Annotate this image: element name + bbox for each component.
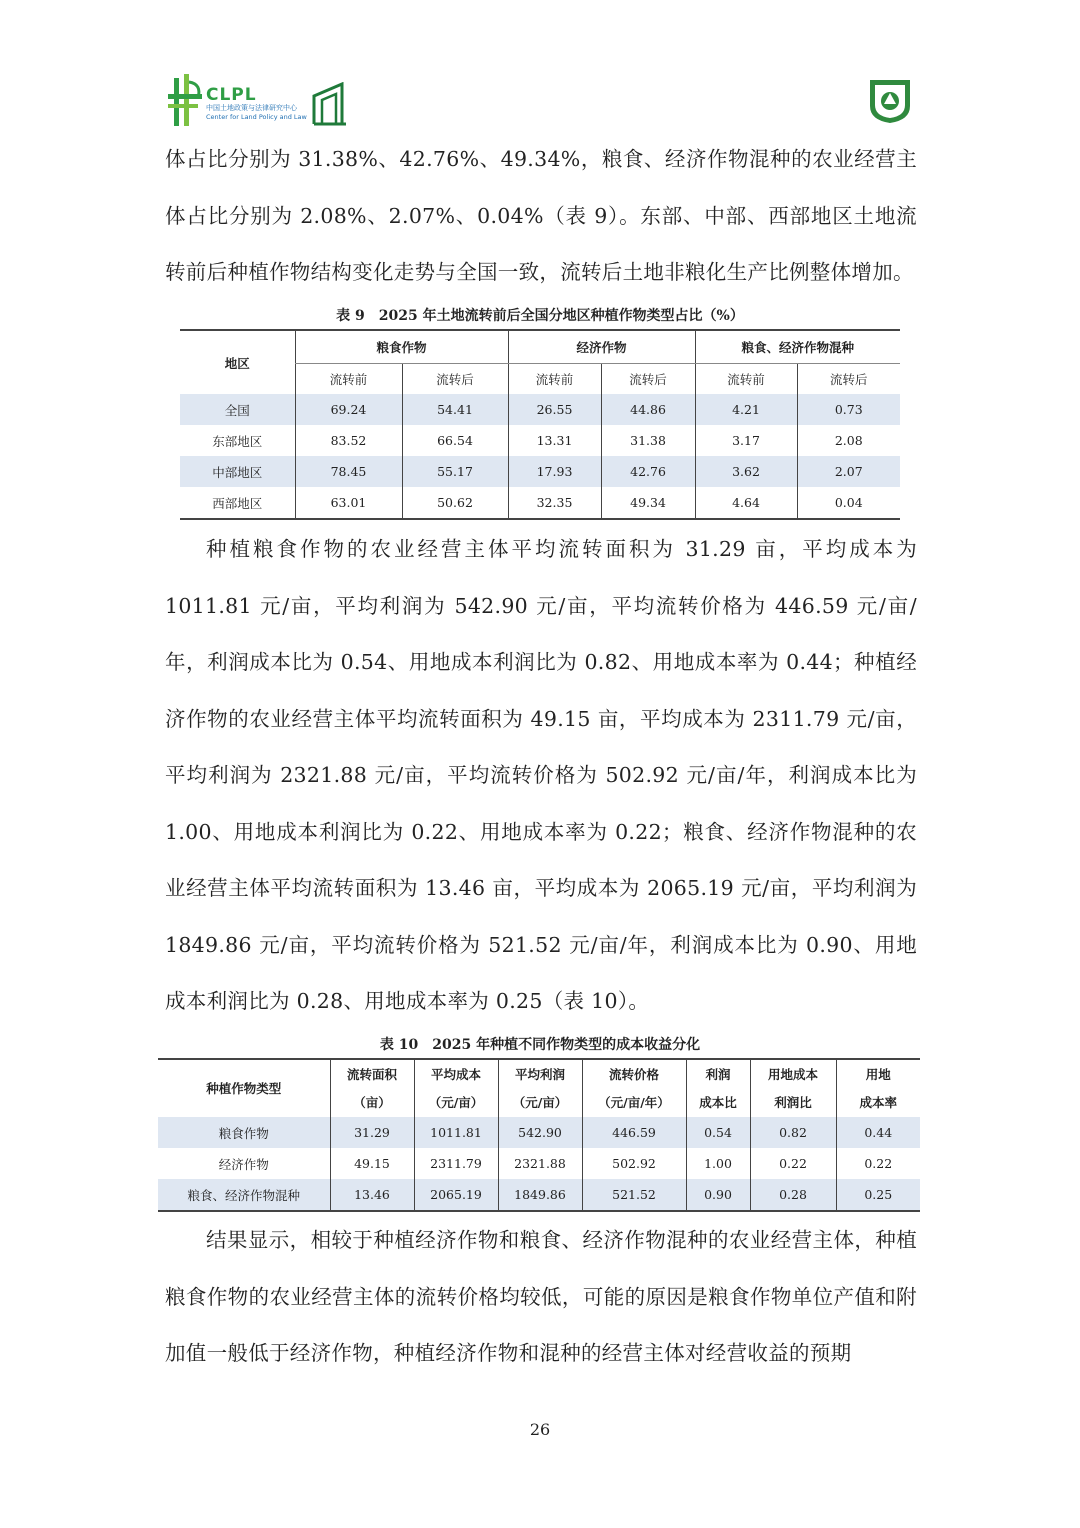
table-cell: 31.38 — [601, 425, 695, 456]
building-icon — [312, 82, 348, 126]
header-line: 用地成本 — [767, 1066, 818, 1082]
table-cell: 0.82 — [750, 1117, 836, 1148]
header-line: 成本比 — [699, 1094, 737, 1110]
table-cell: 1849.86 — [498, 1179, 582, 1211]
table-cell: 502.92 — [582, 1148, 686, 1179]
table-cell: 66.54 — [402, 425, 508, 456]
table-cell: 13.46 — [330, 1179, 414, 1211]
table-cell: 1.00 — [686, 1148, 750, 1179]
table-cell: 55.17 — [402, 456, 508, 487]
table-cell: 31.29 — [330, 1117, 414, 1148]
table-cell: 0.44 — [836, 1117, 920, 1148]
table-cell: 78.45 — [295, 456, 402, 487]
table9-group-header: 经济作物 — [508, 330, 695, 364]
table9-subheader: 流转后 — [797, 364, 900, 395]
table-row — [158, 1148, 920, 1179]
table-cell: 50.62 — [402, 487, 508, 519]
table-cell: 2.08 — [797, 425, 900, 456]
table9-subheader: 流转后 — [601, 364, 695, 395]
table-cell: 0.73 — [797, 394, 900, 425]
table-cell: 49.15 — [330, 1148, 414, 1179]
table10-header — [498, 1059, 582, 1117]
table9-subheader: 流转后 — [402, 364, 508, 395]
table-cell: 54.41 — [402, 394, 508, 425]
table-cell: 542.90 — [498, 1117, 582, 1148]
paragraph-2: 种植粮食作物的农业经营主体平均流转面积为 31.29 亩，平均成本为 1011.81 元/亩，平均利润为 542.90 元/亩，平均流转价格为 446.59 元/亩/年，利润成本比为 0.54、用地成本利润比为 0.82、用地成本率为 0.44；种植经济作物的农业经营主体平均流转面积为 49.15 亩，平均成本为 2311.79 元/亩，平均利润为 2321.88 元/亩，平均流转价格为 502.92 元/亩/年，利润成本比为 1.00、用地成本利润比为 0.22、用地成本率为 0.22；粮食、经济作物混种的农业经营主体平均流转面积为 13.46 亩，平均成本为 2065.19 元/亩，平均利润为 1849.86 元/亩，平均流转价格为 521.52 元/亩/年，利润成本比为 0.90、用地成本利润比为 0.28、用地成本率为 0.25（表 10）。 — [165, 537, 917, 1013]
table-cell: 粮食作物 — [218, 1125, 269, 1141]
paragraph-3: 结果显示，相较于种植经济作物和粮食、经济作物混种的农业经营主体，种植粮食作物的农业经营主体的流转价格均较低，可能的原因是粮食作物单位产值和附加值一般低于经济作物，种植经济作物和混种的经营主体对经营收益的预期 — [165, 1228, 917, 1365]
table-cell: 0.04 — [797, 487, 900, 519]
header-line: 平均利润 — [514, 1066, 565, 1082]
header-line: （元/亩/年） — [598, 1094, 670, 1110]
table-cell: 中部地区 — [212, 464, 263, 480]
table-row — [180, 487, 900, 519]
table-cell: 3.17 — [695, 425, 797, 456]
table10-header — [750, 1059, 836, 1117]
header-line: 平均成本 — [430, 1066, 481, 1082]
logo-cn-name: 中国土地政策与法律研究中心 — [206, 104, 297, 112]
table-cell: 0.25 — [836, 1179, 920, 1211]
university-seal-icon — [866, 76, 914, 124]
table-cell: 2065.19 — [414, 1179, 498, 1211]
table-cell: 0.54 — [686, 1117, 750, 1148]
table-cell: 经济作物 — [218, 1156, 269, 1172]
table10 — [158, 1058, 920, 1212]
table-row — [158, 1179, 920, 1211]
table-cell: 26.55 — [508, 394, 601, 425]
header-line: （元/亩） — [512, 1094, 568, 1110]
table10-header — [686, 1059, 750, 1117]
page-number: 26 — [529, 1420, 551, 1439]
table-cell: 0.28 — [750, 1179, 836, 1211]
logo-abbr: CLPL — [206, 85, 257, 105]
table-row — [180, 425, 900, 456]
table9-subheader: 流转前 — [695, 364, 797, 395]
header-line: 种植作物类型 — [206, 1080, 282, 1096]
header-line: 用地 — [865, 1066, 891, 1082]
table9-region-header: 地区 — [224, 355, 250, 371]
table10-header — [158, 1059, 330, 1117]
header-line: 成本率 — [859, 1094, 897, 1110]
table-cell: 西部地区 — [212, 495, 263, 511]
table-cell: 4.21 — [695, 394, 797, 425]
table10-header — [330, 1059, 414, 1117]
table-cell: 粮食、经济作物混种 — [187, 1187, 300, 1203]
table-cell: 521.52 — [582, 1179, 686, 1211]
header-line: 流转面积 — [346, 1066, 397, 1082]
table9-subheader: 流转前 — [508, 364, 601, 395]
table-cell: 2.07 — [797, 456, 900, 487]
table-cell: 32.35 — [508, 487, 601, 519]
table-cell: 全国 — [224, 402, 250, 418]
paragraph-1: 体占比分别为 31.38%、42.76%、49.34%，粮食、经济作物混种的农业经营主体占比分别为 2.08%、2.07%、0.04%（表 9）。东部、中部、西部地区土地流转前后种植作物结构变化走势与全国一致，流转后土地非粮化生产比例整体增加。 — [165, 147, 917, 284]
logo-en-name: Center for Land Policy and Law — [206, 113, 307, 121]
header-line: （元/亩） — [428, 1094, 484, 1110]
table-cell: 63.01 — [295, 487, 402, 519]
header-line: （亩） — [353, 1094, 391, 1110]
table9-group-header: 粮食、经济作物混种 — [695, 330, 900, 364]
table9-caption: 表 9 2025 年土地流转前后全国分地区种植作物类型占比（%） — [336, 308, 744, 324]
clpl-emblem-icon — [168, 72, 204, 130]
table-cell: 69.24 — [295, 394, 402, 425]
table10-header — [582, 1059, 686, 1117]
header-line: 流转价格 — [608, 1066, 659, 1082]
table-cell: 4.64 — [695, 487, 797, 519]
header-line: 利润比 — [774, 1094, 812, 1110]
table-cell: 1011.81 — [414, 1117, 498, 1148]
header-line: 利润 — [705, 1066, 731, 1082]
table-cell: 42.76 — [601, 456, 695, 487]
table9-subheader: 流转前 — [295, 364, 402, 395]
table-cell: 0.22 — [750, 1148, 836, 1179]
table-cell: 446.59 — [582, 1117, 686, 1148]
table-row — [180, 456, 900, 487]
clpl-logo — [168, 72, 348, 132]
table-cell: 0.90 — [686, 1179, 750, 1211]
table9-group-header: 粮食作物 — [295, 330, 508, 364]
table-cell: 2311.79 — [414, 1148, 498, 1179]
table-cell: 2321.88 — [498, 1148, 582, 1179]
table-cell: 东部地区 — [212, 433, 263, 449]
table-cell: 83.52 — [295, 425, 402, 456]
table9 — [180, 329, 900, 520]
table10-header — [414, 1059, 498, 1117]
table-row — [180, 394, 900, 425]
table-cell: 17.93 — [508, 456, 601, 487]
table-cell: 13.31 — [508, 425, 601, 456]
table-cell: 44.86 — [601, 394, 695, 425]
table10-caption: 表 10 2025 年种植不同作物类型的成本收益分化 — [379, 1037, 701, 1053]
table-cell: 3.62 — [695, 456, 797, 487]
table10-header — [836, 1059, 920, 1117]
table-row — [158, 1117, 920, 1148]
page-header — [0, 0, 1080, 140]
table-cell: 0.22 — [836, 1148, 920, 1179]
table-cell: 49.34 — [601, 487, 695, 519]
